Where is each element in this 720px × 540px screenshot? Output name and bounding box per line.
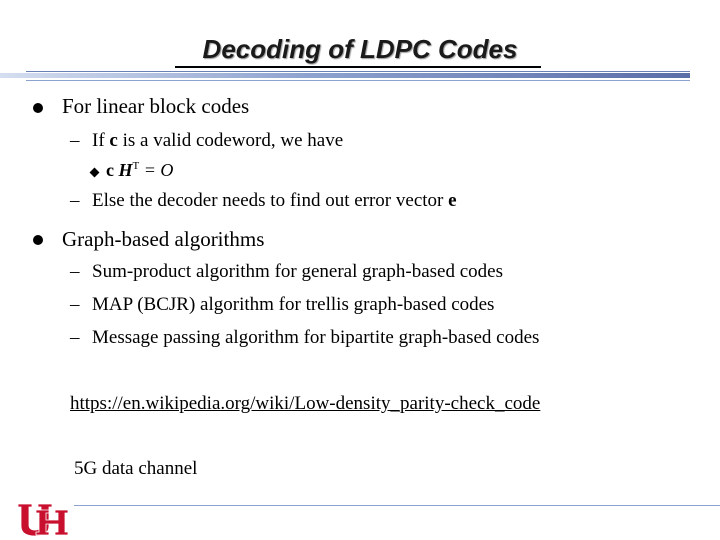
bullet-graph-based-algorithms: Graph-based algorithms xyxy=(62,227,265,251)
header-rule-bottom xyxy=(26,80,690,81)
footer-rule xyxy=(74,505,720,506)
sub-bullet-message-passing: Message passing algorithm for bipartite graph-based codes xyxy=(92,327,540,348)
sub-text-prefix: If xyxy=(92,130,105,151)
sub-text-bold: c xyxy=(109,130,118,151)
formula-c: c xyxy=(106,160,114,180)
dash-icon: – xyxy=(70,130,80,151)
round-bullet-icon xyxy=(33,103,43,113)
title-underline xyxy=(175,66,541,68)
formula-transpose: T xyxy=(132,160,140,172)
note-5g-data-channel: 5G data channel xyxy=(74,458,198,479)
header-rule-bar xyxy=(0,73,690,78)
dash-icon: – xyxy=(70,294,80,315)
header-rule-top xyxy=(26,71,690,72)
slide-title: Decoding of LDPC Codes xyxy=(202,34,518,64)
interlocking-uh-logo-icon xyxy=(16,500,72,538)
sub-bullet-error-vector xyxy=(92,190,457,212)
dash-icon: – xyxy=(70,190,80,211)
dash-icon: – xyxy=(70,261,80,282)
sub-bullet-map-bcjr: MAP (BCJR) algorithm for trellis graph-based codes xyxy=(92,294,495,315)
formula-h: H xyxy=(118,160,133,180)
formula-parity-check xyxy=(106,160,173,181)
sub-bullet-sum-product: Sum-product algorithm for general graph-based codes xyxy=(92,261,504,282)
wikipedia-link[interactable]: https://en.wikipedia.org/wiki/Low-density_parity-check_code xyxy=(70,393,541,414)
sub-text-prefix: Else the decoder needs to find out error vector xyxy=(92,190,444,211)
sub-bullet-valid-codeword xyxy=(92,130,343,152)
sub-text-suffix: is a valid codeword, we have xyxy=(122,130,344,151)
bullet-linear-block-codes: For linear block codes xyxy=(62,94,250,118)
formula-rest: = O xyxy=(143,160,174,180)
round-bullet-icon xyxy=(33,235,43,245)
dash-icon: – xyxy=(70,327,80,348)
diamond-bullet-icon xyxy=(90,168,100,178)
sub-text-bold: e xyxy=(448,190,457,211)
